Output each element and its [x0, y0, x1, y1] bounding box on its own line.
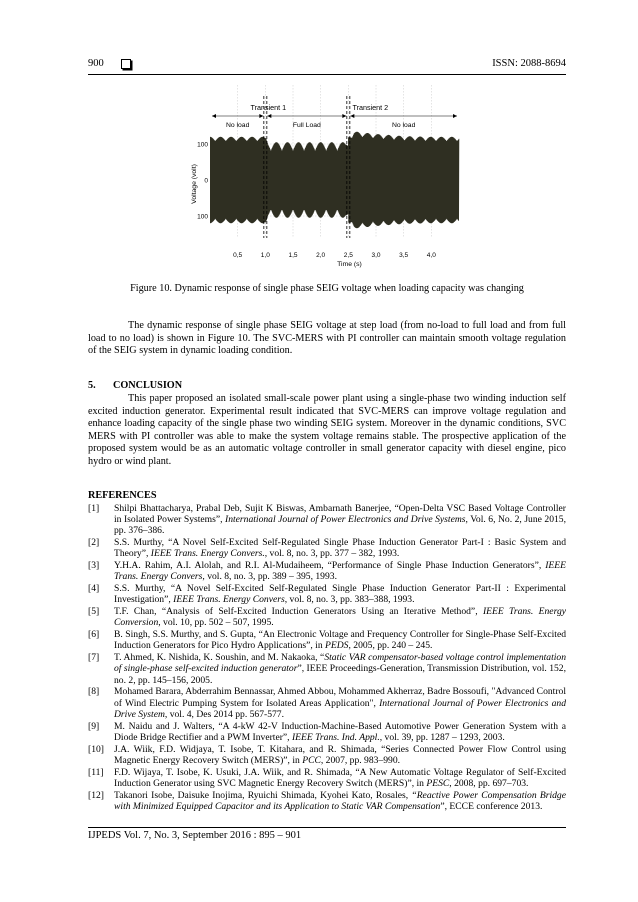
arrowhead-icon [267, 114, 271, 118]
reference-authors-title: T. Ahmed, K. Nishida, K. Soushin, and M. Nakaoka, “ [114, 652, 325, 664]
reference-number: [1] [88, 503, 100, 514]
reference-venue: PCC [302, 754, 321, 766]
reference-item [88, 790, 566, 812]
reference-item [88, 537, 566, 559]
section-title-text: CONCLUSION [113, 380, 183, 391]
x-tick-label: 1,5 [288, 252, 298, 259]
reference-details: ”, ECCE conference 2013. [440, 800, 543, 812]
reference-item [88, 721, 566, 743]
figure-10 [186, 82, 461, 274]
x-tick-label: 3,0 [371, 252, 381, 259]
reference-number: [5] [88, 606, 100, 618]
reference-venue: IEEE Trans. Energy Convers [173, 594, 285, 606]
reference-number: [7] [88, 652, 100, 664]
segment-label-no-load-left: No load [225, 122, 250, 129]
references-list [88, 503, 566, 813]
y-axis-label: Voltage (volt) [191, 164, 198, 204]
reference-authors-title: Shilpi Bhattacharya, Prabal Deb, Sujit K Biswas, Ambarnath Banerjee, “Open-Delta VSC Based Voltage Controller in Isolated Power Systems”, [114, 503, 566, 526]
reference-number: [8] [88, 686, 100, 698]
x-tick-label: 4,0 [426, 252, 436, 259]
reference-authors-title: M. Naidu and J. Walters, “A 4-kW 42-V Induction-Machine-Based Automotive Power Generation System with a Diode Bridge Rectifier and a PWM Inverter”, [114, 720, 566, 743]
reference-venue: “Reactive Power Compensation Bridge with Minimized Equipped Capacitor and its Application to Static VAR Compensation [114, 789, 566, 812]
x-tick-label: 2,0 [316, 252, 326, 259]
x-tick-label: 0,5 [233, 252, 243, 259]
reference-item [88, 606, 566, 628]
figure-caption: Figure 10. Dynamic response of single phase SEIG voltage when loading capacity was changing [130, 283, 524, 294]
page-header [88, 58, 566, 72]
arrowhead-icon [342, 114, 346, 118]
x-axis-label: Time (s) [337, 261, 362, 268]
y-tick-label: 100 [197, 141, 208, 149]
reference-authors-title: F.D. Wijaya, T. Isobe, K. Usuki, J.A. Wiik, and R. Shimada, “A New Automatic Voltage Regulator of Self-Excited Induction Generator using SVC Magnetic Energy Recovery Switch (MERS)”, in [114, 766, 566, 789]
header-rule [88, 74, 566, 75]
x-tick-label: 2,5 [343, 252, 353, 259]
reference-number: [3] [88, 560, 100, 572]
reference-details: ”, IEEE Proceedings-Generation, Transmission Distribution, vol. 152, no. 2, pp. 145–156, 2005. [114, 663, 566, 686]
reference-authors-title: S.S. Murthy, “A Novel Self-Excited Self-Regulated Single Phase Induction Generator Part-I : Basic System and Theory”, [114, 537, 566, 560]
reference-text [114, 686, 566, 720]
paragraph-dynamic-response: The dynamic response of single phase SEIG voltage at step load (from no-load to full load and from full load to no load) is shown in Figure 10. The SVC-MERS with PI controller can maintain smooth voltage regulation of the SEIG system in dynamic loading condition. [88, 320, 566, 357]
segment-label-full-load: Full Load [292, 122, 321, 129]
reference-details: , 2005, pp. 240 – 245. [348, 640, 433, 652]
reference-text [114, 583, 566, 605]
reference-text [114, 744, 566, 766]
reference-venue: PEDS [325, 640, 349, 652]
section-number: 5. [88, 380, 96, 391]
reference-item [88, 560, 566, 582]
section-title-conclusion [88, 380, 182, 391]
voltage-response-chart [186, 82, 461, 274]
reference-text [114, 503, 566, 537]
reference-venue: International Journal of Power Electronics and Drive System [114, 697, 567, 720]
arrowhead-icon [259, 114, 263, 118]
y-tick-label: 100 [197, 213, 208, 221]
reference-details: , vol. 8, no. 3, pp. 377 – 382, 1993. [264, 548, 400, 560]
reference-text [114, 767, 566, 789]
references-title: REFERENCES [88, 490, 157, 501]
reference-item [88, 686, 566, 720]
reference-number: [6] [88, 629, 100, 641]
reference-venue: IEEE Trans. Energy Conversion [114, 606, 566, 629]
reference-item [88, 503, 566, 537]
page-number: 900 [88, 58, 104, 69]
reference-details: , vol. 10, pp. 502 – 507, 1995. [158, 617, 274, 629]
reference-text [114, 560, 566, 582]
reference-number: [11] [88, 766, 104, 778]
reference-details: , vol. 39, pp. 1287 – 1293, 2003. [379, 731, 505, 743]
arrowhead-icon [453, 114, 457, 118]
transient-1-label: Transient 1 [250, 103, 287, 112]
reference-item [88, 652, 566, 686]
reference-item [88, 629, 566, 651]
arrowhead-icon [212, 114, 216, 118]
reference-number: [9] [88, 720, 100, 732]
x-tick-label: 1,0 [260, 252, 270, 259]
reference-item [88, 744, 566, 766]
segment-arrows [212, 114, 457, 118]
reference-authors-title: T.F. Chan, “Analysis of Self-Excited Induction Generators Using an Iterative Method”, [114, 606, 483, 618]
reference-number: [10] [88, 743, 104, 755]
checkbox-square-icon [121, 59, 131, 69]
reference-text [114, 629, 566, 651]
reference-text [114, 537, 566, 559]
arrowhead-icon [350, 114, 354, 118]
reference-details: , vol. 8, no. 3, pp. 383–388, 1993. [284, 594, 415, 606]
reference-venue: IEEE Trans. Ind. Appl. [291, 731, 380, 743]
paragraph-conclusion: This paper proposed an isolated small-scale power plant using a single-phase two winding induction self excited induction generator. Experimental result indicated that SVC-MERS can improve voltage regulation and enhance loading capacity of the single phase two winding SEIG system. Moreover in the dynamic conditions, SVC MERS with PI controller was able to make the system voltage remains stable. The prospective application of the proposed system would be as an automatic voltage controller in small generator capacity with diesel engine, pico hydro or wind plant. [88, 393, 566, 467]
segment-label-no-load-right: No load [391, 122, 416, 129]
issn-label: ISSN: 2088-8694 [492, 58, 566, 69]
reference-details: , Vol. 6, No. 2, June 2015, pp. 376–386. [114, 514, 566, 537]
reference-authors-title: J.A. Wiik, F.D. Widjaya, T. Isobe, T. Kitahara, and R. Shimada, “Series Connected Power Flow Control using Magnetic Energy Recovery Switch (MERS)”, in [114, 743, 566, 766]
reference-item [88, 767, 566, 789]
reference-authors-title: B. Singh, S.S. Murthy, and S. Gupta, “An Electronic Voltage and Frequency Controller for Single-Phase Self-Excited Induction Generators for Pico Hydro Applications”, in [114, 629, 566, 652]
reference-text [114, 790, 566, 812]
reference-venue: PESC [426, 777, 450, 789]
y-tick-label: 0 [204, 177, 208, 185]
reference-authors-title: Takanori Isobe, Daisuke Inojima, Ryuichi Shimada, Kyohei Kato, Rosales, [114, 789, 412, 801]
reference-venue: Static VAR compensator-based voltage control implementation of single-phase self-excited induction generator [114, 652, 566, 675]
reference-venue: IEEE Trans. Energy Convers. [150, 548, 265, 560]
reference-venue: IEEE Trans. Energy Convers [114, 560, 566, 583]
voltage-waveform [210, 132, 459, 228]
reference-authors-title: S.S. Murthy, “A Novel Self-Excited Self-Regulated Single Phase Induction Generator Part-II : Experimental Investigation”, [114, 583, 566, 606]
reference-authors-title: Y.H.A. Rahim, A.I. Alolah, and R.I. Al-Mudaiheem, “Performance of Single Phase Induction Generators”, [114, 560, 546, 572]
x-tick-label: 3,5 [399, 252, 409, 259]
reference-number: [12] [88, 789, 104, 801]
reference-text [114, 721, 566, 743]
reference-text [114, 652, 566, 686]
reference-details: , 2008, pp. 697–703. [449, 777, 529, 789]
reference-number: [4] [88, 583, 100, 595]
reference-venue: International Journal of Power Electronics and Drive Systems [225, 514, 466, 526]
reference-authors-title: Mohamed Barara, Abderrahim Bennassar, Ahmed Abbou, Mohammed Akherraz, Badre Bossoufi, "Advanced Control of Wind Electric Pumping System for Isolated Areas Application", [114, 686, 566, 709]
reference-details: , vol. 8, no. 3, pp. 389 – 395, 1993. [202, 571, 337, 583]
reference-details: , 2007, pp. 983–990. [320, 754, 401, 766]
reference-details: , vol. 4, Des 2014 pp. 567-577. [164, 708, 285, 720]
reference-text [114, 606, 566, 628]
transient-2-label: Transient 2 [352, 103, 389, 112]
reference-number: [2] [88, 537, 100, 549]
page-footer: IJPEDS Vol. 7, No. 3, September 2016 : 895 – 901 [88, 830, 302, 841]
footer-rule [88, 827, 566, 828]
reference-item [88, 583, 566, 605]
